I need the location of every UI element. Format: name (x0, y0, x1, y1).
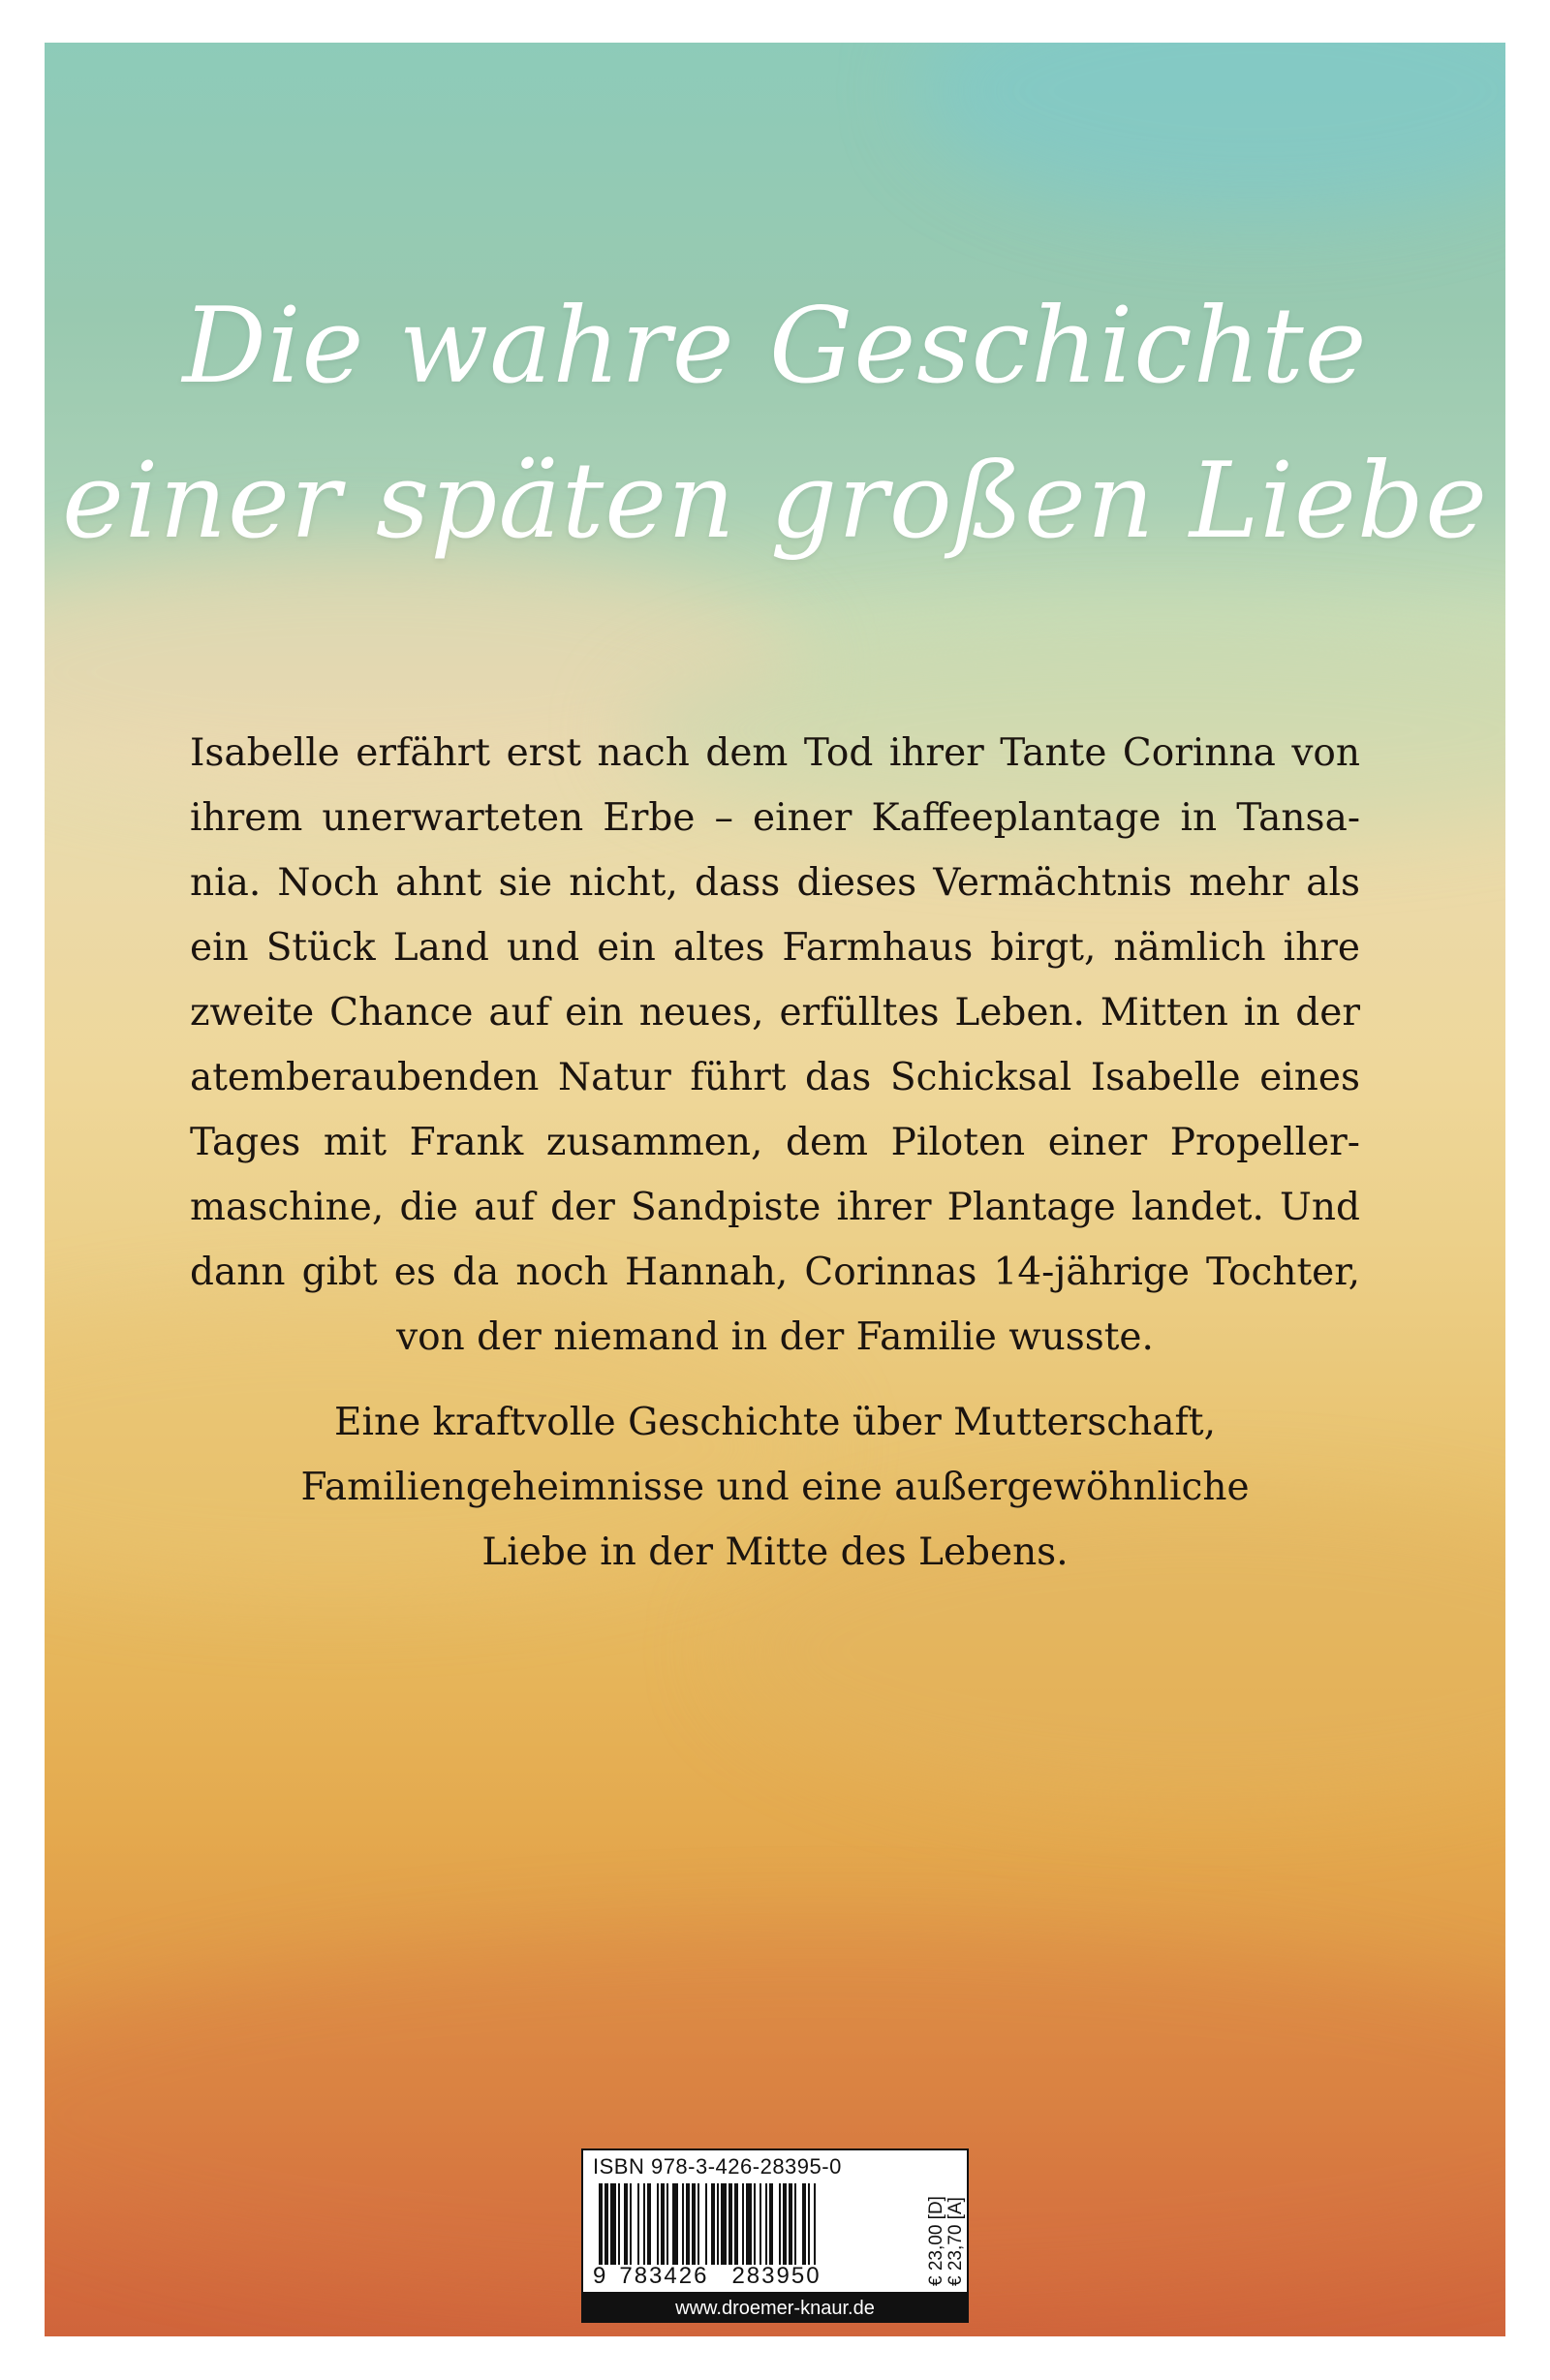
blurb-line: Isabelle erfährt erst nach dem Tod ihrer Tante Corinna von (190, 731, 1360, 775)
barcode-stripe (647, 2183, 651, 2265)
tagline-line: Liebe in der Mitte des Lebens. (481, 1530, 1069, 1574)
barcode-stripe (604, 2183, 608, 2265)
isbn-label: ISBN 978-3-426-28395-0 (593, 2154, 842, 2179)
tagline-line: Eine kraftvolle Geschichte über Mutterschaft, (334, 1401, 1216, 1444)
barcode-stripe (624, 2183, 628, 2265)
barcode-stripe (754, 2183, 756, 2265)
headline (45, 269, 1505, 579)
barcode-stripe (682, 2183, 684, 2265)
barcode-stripe (789, 2183, 792, 2265)
barcode-stripe (734, 2183, 738, 2265)
barcode-stripe (742, 2183, 744, 2265)
price-austria: € 23,70 [A] (946, 2197, 966, 2286)
tagline (190, 1390, 1360, 1585)
background-haze (916, 43, 1505, 217)
barcode-stripe (769, 2183, 773, 2265)
barcode-stripe (630, 2183, 632, 2265)
tagline-line: Familiengeheimnisse und eine außergewöhnliche (300, 1466, 1250, 1509)
barcode-stripe (783, 2183, 787, 2265)
blurb-line: ein Stück Land und ein altes Farmhaus birgt, nämlich ihre (190, 926, 1360, 970)
price-block (926, 2185, 965, 2288)
barcode-stripe (721, 2183, 727, 2265)
barcode-stripe (728, 2183, 732, 2265)
barcode-stripe (814, 2183, 816, 2265)
barcode-digits (593, 2263, 822, 2290)
barcode-stripe (686, 2183, 690, 2265)
barcode-stripe (637, 2183, 639, 2265)
barcode-stripe (717, 2183, 719, 2265)
blurb-paragraph (190, 721, 1360, 1370)
publisher-url: www.droemer-knaur.de (581, 2294, 969, 2323)
barcode-stripe (698, 2183, 699, 2265)
barcode-stripe (765, 2183, 767, 2265)
barcode-stripe (610, 2183, 616, 2265)
barcode-stripe (618, 2183, 620, 2265)
barcode-digit-group-1: 783426 (619, 2263, 709, 2289)
blurb-line: nia. Noch ahnt sie nicht, dass dieses Vermächtnis mehr als (190, 861, 1360, 905)
headline-line-1: Die wahre Geschichte (182, 286, 1368, 407)
headline-line-2: einer späten großen Liebe (62, 441, 1488, 562)
blurb-line: Tages mit Frank zusammen, dem Piloten einer Propeller- (190, 1121, 1360, 1164)
barcode-stripe (657, 2183, 659, 2265)
blurb-line: maschine, die auf der Sandpiste ihrer Plantage landet. Und (190, 1186, 1360, 1229)
barcode-box (581, 2148, 969, 2294)
barcode-stripe (705, 2183, 707, 2265)
price-germany: € 23,00 [D] (926, 2196, 946, 2286)
barcode-stripe (802, 2183, 806, 2265)
blurb-line: von der niemand in der Familie wusste. (396, 1315, 1154, 1359)
barcode-stripe (779, 2183, 781, 2265)
barcode-stripe (808, 2183, 810, 2265)
blurb-line: ihrem unerwarteten Erbe – einer Kaffeeplantage in Tansa- (190, 796, 1360, 840)
barcode-stripe (661, 2183, 665, 2265)
barcode-digit-lead: 9 (593, 2263, 606, 2289)
barcode-stripe (599, 2183, 603, 2265)
barcode-stripe (643, 2183, 645, 2265)
barcode-stripe (760, 2183, 761, 2265)
barcode-stripe (692, 2183, 696, 2265)
barcode-stripe (666, 2183, 668, 2265)
barcode-icon (595, 2183, 920, 2265)
barcode-stripe (794, 2183, 796, 2265)
barcode-digit-group-2: 283950 (731, 2263, 822, 2289)
blurb-line: dann gibt es da noch Hannah, Corinnas 14-jährige Tochter, (190, 1251, 1360, 1294)
barcode-stripe (746, 2183, 752, 2265)
barcode-stripe (672, 2183, 678, 2265)
barcode-stripe (711, 2183, 715, 2265)
blurb-line: atemberaubenden Natur führt das Schicksal Isabelle eines (190, 1056, 1360, 1099)
blurb-line: zweite Chance auf ein neues, erfülltes Leben. Mitten in der (190, 991, 1360, 1035)
